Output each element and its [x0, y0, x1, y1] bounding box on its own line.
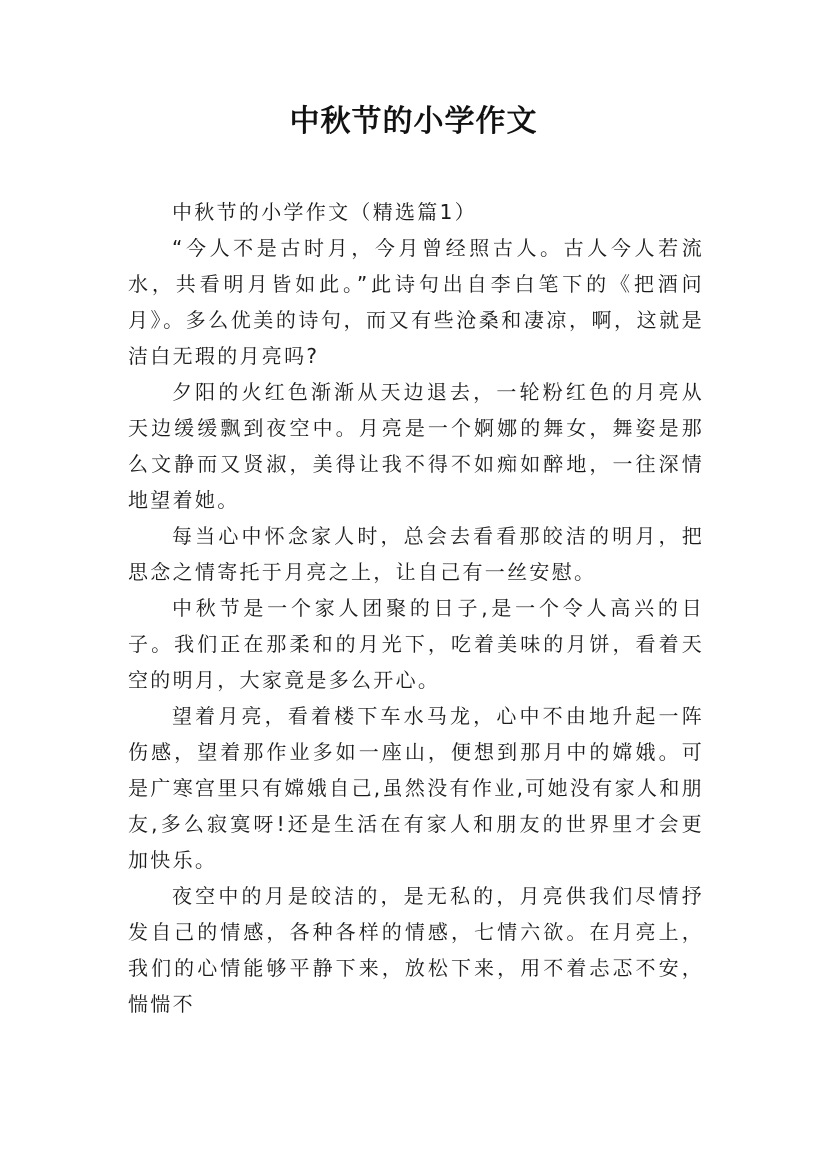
paragraph: 望着月亮，看着楼下车水马龙，心中不由地升起一阵伤感，望着那作业多如一座山，便想到那月中的嫦娥。可是广寒宫里只有嫦娥自己,虽然没有作业,可她没有家人和朋友,多么寂寞呀!还是生活在有家人和朋友的世界里才会更加快乐。: [128, 704, 704, 872]
paragraph: 夕阳的火红色渐渐从天边退去，一轮粉红色的月亮从天边缓缓飘到夜空中。月亮是一个婀娜的舞女，舞姿是那么文静而又贤淑，美得让我不得不如痴如醉地，一往深情地望着她。: [128, 380, 704, 512]
paragraph: 中秋节是一个家人团聚的日子,是一个令人高兴的日子。我们正在那柔和的月光下，吃着美味的月饼，看着天空的明月，大家竟是多么开心。: [128, 596, 704, 692]
paragraph: 夜空中的月是皎洁的，是无私的，月亮供我们尽情抒发自己的情感，各种各样的情感，七情六欲。在月亮上，我们的心情能够平静下来，放松下来，用不着忐忑不安，惴惴不: [128, 884, 704, 1016]
paragraph: 每当心中怀念家人时，总会去看看那皎洁的明月，把思念之情寄托于月亮之上，让自己有一丝安慰。: [128, 524, 704, 584]
document-title: 中秋节的小学作文: [289, 104, 538, 139]
paragraph: “今人不是古时月，今月曾经照古人。古人今人若流水，共看明月皆如此。”此诗句出自李白笔下的《把酒问月》。多么优美的诗句，而又有些沧桑和凄凉，啊，这就是洁白无瑕的月亮吗?: [128, 236, 704, 368]
document-body: [128, 194, 704, 1022]
section-heading: 中秋节的小学作文（精选篇1）: [172, 200, 477, 224]
